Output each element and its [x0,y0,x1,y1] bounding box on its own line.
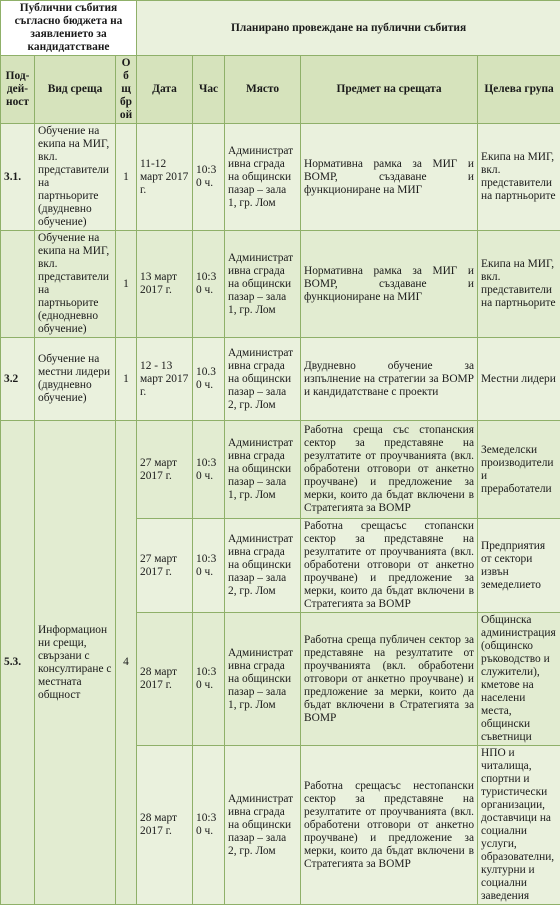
header-col-count: Общ брой [116,56,137,124]
row-target: Земеделски производители и преработатели [478,421,560,519]
row-place: Административна сграда на общински пазар – зала 2, гр. Лом [225,519,301,613]
table-row [1,231,560,338]
row-subject: Работна среща със стопанския сектор за представяне на резултатите от проучванията (вкл. обработени отговори от анкетно проучване) и предложение за мерки, които да бъдат включени в Стратегията за ВОМР [301,421,478,519]
row-target: Местни лидери [478,338,560,421]
row-time: 10:30 ч. [193,519,225,613]
row-count: 1 [116,338,137,421]
row-subject: Нормативна рамка за МИГ и ВОМР, създаване и функциониране на МИГ [301,124,478,231]
row-date: 27 март 2017 г. [137,421,193,519]
row-target: Предприятия от сектори извън земеделието [478,519,560,613]
row-num [1,231,35,338]
header-group-left: Публични събития съгласно бюджета на заявлението за кандидатстване [1,1,137,56]
group-type: Информационни срещи, свързани с консултиране с местната общност [35,421,116,905]
row-subject: Работна среща публичен сектор за представяне на резултатите от проучванията (вкл. обработени отговори от анкетно проучване) и предложение за мерки, които да бъдат включени в Стратегията за ВОМР [301,613,478,746]
row-time: 10.30 ч. [193,338,225,421]
row-time: 10:30 ч. [193,613,225,746]
row-target: Екипа на МИГ, вкл. представители на партньорите [478,124,560,231]
header-col-type: Вид среща [35,56,116,124]
row-date: 28 март 2017 г. [137,746,193,905]
row-subject: Работна срещасъс нестопански сектор за представяне на резултатите от проучванията (вкл. обработени отговори от анкетно проучване) и предложение за мерки, които да бъдат включени в Стратегията за ВОМР [301,746,478,905]
header-col-time: Час [193,56,225,124]
row-time: 10:30 ч. [193,124,225,231]
row-date: 28 март 2017 г. [137,613,193,746]
row-subject: Нормативна рамка за МИГ и ВОМР, създаване и функциониране на МИГ [301,231,478,338]
row-type: Обучение на екипа на МИГ, вкл. представители на партньорите (еднодневно обучение) [35,231,116,338]
header-col-target: Целева група [478,56,560,124]
table-row [1,124,560,231]
row-place: Административна сграда на общински пазар – зала 2, гр. Лом [225,338,301,421]
row-date: 27 март 2017 г. [137,519,193,613]
group-count: 4 [116,421,137,905]
row-place: Административна сграда на общински пазар – зала 2, гр. Лом [225,746,301,905]
row-time: 10:30 ч. [193,231,225,338]
row-count: 1 [116,231,137,338]
row-subject: Двудневно обучение за изпълнение на стратегии за ВОМР и кандидатстване с проекти [301,338,478,421]
header-col-date: Дата [137,56,193,124]
table-row [1,338,560,421]
table-row [1,421,560,519]
row-subject: Работна срещасъс стопански сектор за представяне на резултатите от проучванията (вкл. обработени отговори от анкетно проучване) и предложение за мерки, които да бъдат включени в Стратегията за ВОМР [301,519,478,613]
row-type: Обучение на екипа на МИГ, вкл. представители на партньорите (двудневно обучение) [35,124,116,231]
row-num: 3.2 [1,338,35,421]
header-col-num: Под-дей-ност [1,56,35,124]
row-target: Общинска администрация (общинско ръководство и служители), кметове на населени места, общински съветници [478,613,560,746]
row-place: Административна сграда на общински пазар – зала 1, гр. Лом [225,613,301,746]
row-target: НПО и читалища, спортни и туристически организации, доставчици на социални услуги, образователни, културни и социални заведения [478,746,560,905]
row-num: 3.1. [1,124,35,231]
row-time: 10:30 ч. [193,421,225,519]
row-place: Административна сграда на общински пазар – зала 1, гр. Лом [225,421,301,519]
row-date: 12 - 13 март 2017 г. [137,338,193,421]
header-group-right: Планирано провеждане на публични събития [137,1,560,56]
row-type: Обучение на местни лидери (двудневно обучение) [35,338,116,421]
row-count: 1 [116,124,137,231]
row-place: Административна сграда на общински пазар – зала 1, гр. Лом [225,231,301,338]
row-place: Административна сграда на общински пазар – зала 1, гр. Лом [225,124,301,231]
row-time: 10:30 ч. [193,746,225,905]
row-date: 11-12 март 2017 г. [137,124,193,231]
row-date: 13 март 2017 г. [137,231,193,338]
header-col-place: Място [225,56,301,124]
header-col-subject: Предмет на срещата [301,56,478,124]
group-num: 5.3. [1,421,35,905]
row-target: Екипа на МИГ, вкл. представители на партньорите [478,231,560,338]
